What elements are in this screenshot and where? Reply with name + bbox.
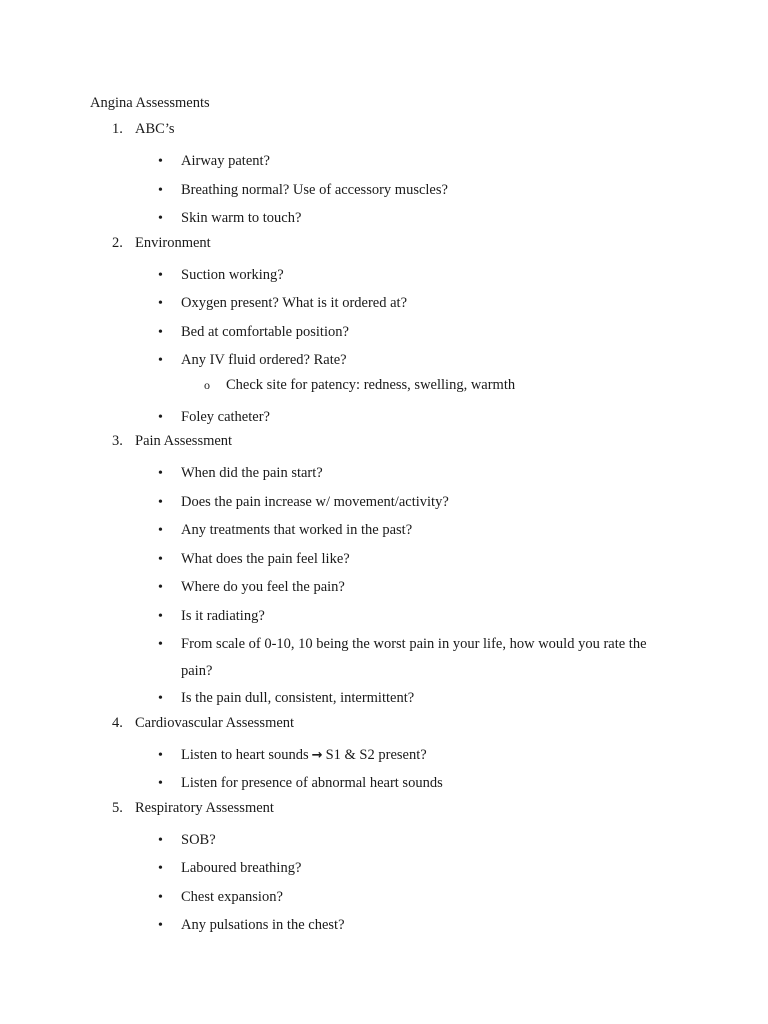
list-item-text: Is the pain dull, consistent, intermittent? (181, 690, 415, 706)
arrow-right-icon: → (311, 747, 323, 763)
bullet-icon: • (158, 494, 163, 510)
list-item-text-after: S1 & S2 present? (325, 746, 427, 763)
list-item-text: Any pulsations in the chest? (181, 917, 345, 933)
section-heading (0, 234, 768, 262)
section-number: 4. (112, 714, 123, 731)
list-item (0, 177, 768, 206)
list-item (0, 205, 768, 234)
list-item (0, 460, 768, 489)
list-item-text (181, 742, 681, 769)
list-item-text: Chest expansion? (181, 888, 283, 905)
bullet-icon: • (158, 918, 163, 933)
list-item-text: Breathing normal? Use of accessory muscles? (181, 181, 448, 198)
bullet-icon: • (158, 267, 163, 283)
list-item (0, 770, 768, 799)
list-item (0, 489, 768, 518)
list-item (0, 517, 768, 546)
section-number: 3. (112, 433, 123, 449)
list-item-text: Laboured breathing? (181, 860, 302, 876)
section-number: 1. (112, 121, 123, 137)
list-item-text: When did the pain start? (181, 465, 323, 481)
bullet-icon: • (158, 691, 163, 706)
list-item-text: SOB? (181, 831, 216, 848)
list-item (0, 685, 768, 714)
section-heading (0, 714, 768, 742)
section-heading (0, 432, 768, 460)
list-item-text: Bed at comfortable position? (181, 323, 349, 340)
sub-list-item-text: Check site for patency: redness, swelling, warmth (226, 376, 516, 393)
list-item (0, 574, 768, 603)
list-item (0, 884, 768, 913)
bullet-icon: • (158, 747, 163, 763)
bullet-icon: • (158, 154, 163, 169)
list-item (0, 546, 768, 575)
list-item (0, 319, 768, 348)
section-label: Cardiovascular Assessment (135, 714, 295, 731)
list-item-text: Any IV fluid ordered? Rate? (181, 352, 347, 368)
list-item (0, 742, 768, 771)
assessment-list (0, 120, 768, 941)
list-item-text: Skin warm to touch? (181, 210, 302, 226)
list-item (0, 827, 768, 856)
section-number: 5. (112, 799, 123, 816)
section-heading (0, 799, 768, 827)
list-item-text: Any treatments that worked in the past? (181, 522, 413, 538)
list-item (0, 603, 768, 632)
circle-bullet-icon: o (204, 377, 210, 392)
list-item (0, 912, 768, 941)
bullet-icon: • (158, 861, 163, 876)
list-item-text: What does the pain feel like? (181, 550, 350, 567)
bullet-icon: • (158, 637, 163, 652)
document-title: Angina Assessments (90, 95, 210, 111)
section-label: Respiratory Assessment (135, 799, 274, 816)
bullet-icon: • (158, 523, 163, 538)
list-item-text: Listen for presence of abnormal heart sounds (181, 775, 443, 791)
bullet-icon: • (158, 324, 163, 340)
list-item-text: Foley catheter? (181, 408, 270, 425)
section-label: Pain Assessment (135, 433, 233, 449)
list-item (0, 855, 768, 884)
bullet-icon: • (158, 211, 163, 226)
list-item-text: Does the pain increase w/ movement/activity? (181, 493, 449, 510)
list-item-text: Oxygen present? What is it ordered at? (181, 295, 408, 311)
list-item-text: Airway patent? (181, 153, 270, 169)
bullet-icon: • (158, 889, 163, 905)
sub-list-item (0, 376, 768, 404)
section-label: ABC’s (135, 121, 175, 137)
list-item-text-before: Listen to heart sounds (181, 746, 309, 763)
bullet-icon: • (158, 776, 163, 791)
list-item (0, 148, 768, 177)
list-item-text: Where do you feel the pain? (181, 579, 345, 595)
list-item (0, 404, 768, 433)
list-item-text: From scale of 0-10, 10 being the worst pain in your life, how would you rate the pain? (181, 636, 647, 679)
list-item (0, 290, 768, 319)
bullet-icon: • (158, 353, 163, 368)
bullet-icon: • (158, 296, 163, 311)
section-heading (0, 120, 768, 148)
list-item (0, 262, 768, 291)
section-label: Environment (135, 234, 211, 251)
bullet-icon: • (158, 466, 163, 481)
section-number: 2. (112, 234, 123, 251)
list-item-text: Is it radiating? (181, 607, 265, 624)
list-item (0, 347, 768, 376)
bullet-icon: • (158, 832, 163, 848)
bullet-icon: • (158, 608, 163, 624)
bullet-icon: • (158, 182, 163, 198)
list-item (0, 631, 768, 685)
bullet-icon: • (158, 580, 163, 595)
bullet-icon: • (158, 409, 163, 425)
bullet-icon: • (158, 551, 163, 567)
list-item-text: Suction working? (181, 266, 284, 283)
